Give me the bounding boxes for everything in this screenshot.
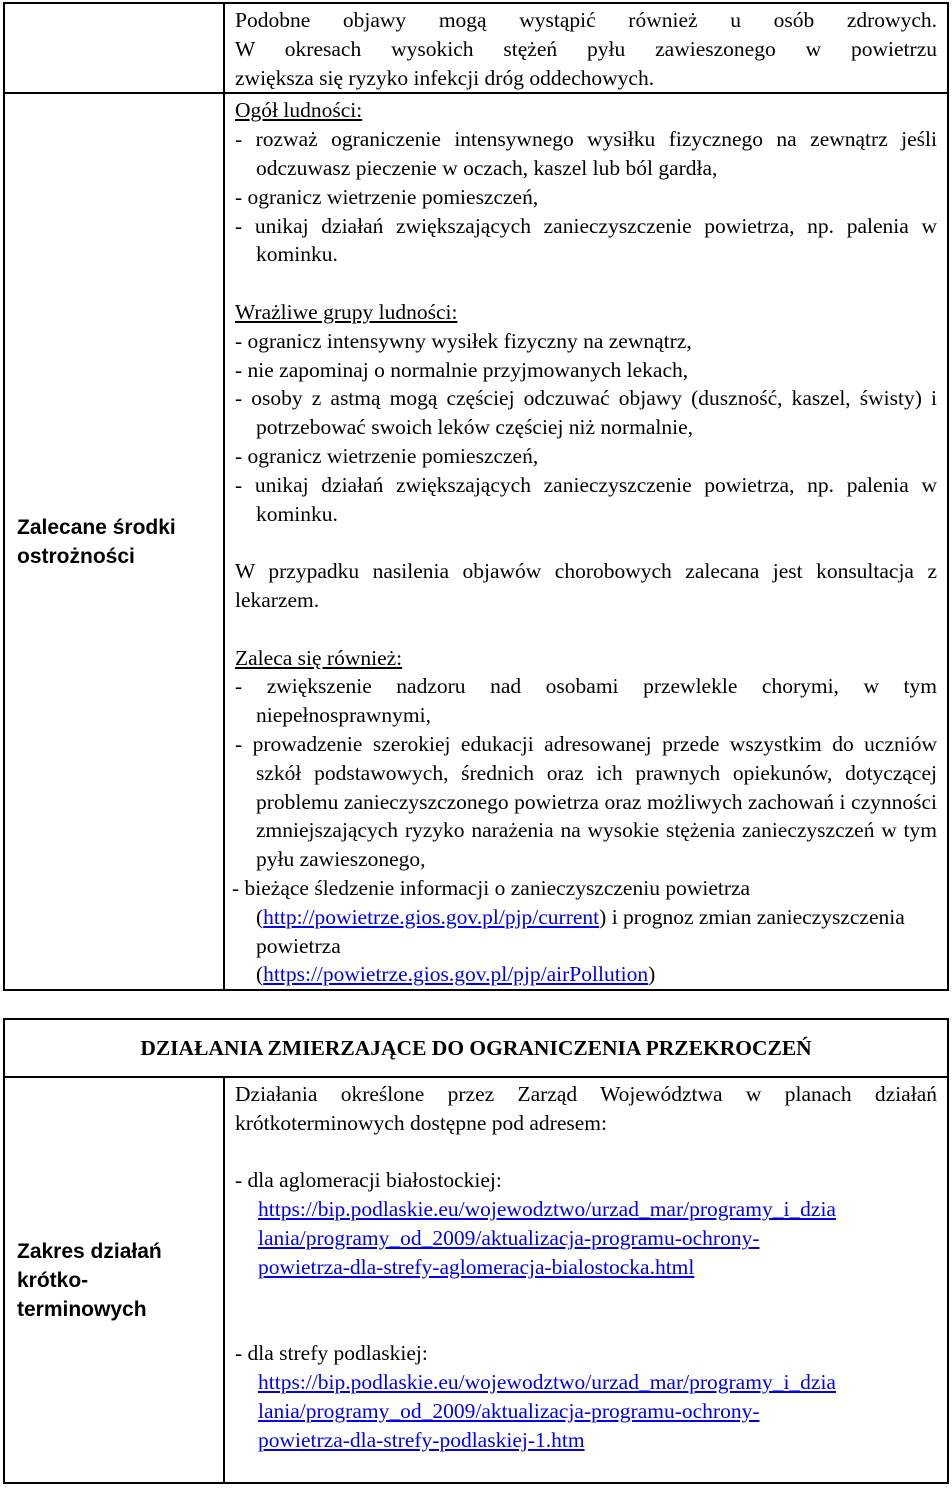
list-item: - ogranicz wietrzenie pomieszczeń, bbox=[235, 184, 539, 209]
table-row bbox=[4, 1077, 948, 1483]
table-row bbox=[4, 93, 948, 990]
table-row bbox=[4, 3, 948, 93]
zone-link-block bbox=[235, 1368, 937, 1454]
spacer bbox=[235, 528, 937, 557]
label-line: Zakres działań bbox=[17, 1239, 162, 1263]
list-item: - unikaj działań zwiększających zanieczyszczenie powietrza, np. palenia w kominku. bbox=[235, 472, 937, 526]
tracking-text: ) i prognoz zmian zanieczyszczenia powietrza bbox=[256, 904, 905, 958]
zone-label: - dla strefy podlaskiej: bbox=[235, 1341, 428, 1366]
label-line: Zalecane środki bbox=[17, 515, 176, 539]
spacer bbox=[235, 1282, 937, 1311]
table-header-row bbox=[4, 1019, 948, 1077]
gios-airpollution-link[interactable]: https://powietrze.gios.gov.pl/pjp/airPollution bbox=[263, 962, 649, 987]
zone-link[interactable]: https://bip.podlaskie.eu/wojewodztwo/urzad_mar/programy_i_dzia lania/programy_od_2009/aktualizacja-programu-ochrony- powietrza-dla-strefy-podlaskiej-1.htm bbox=[258, 1369, 836, 1452]
list-item: - rozważ ograniczenie intensywnego wysiłku fizycznego na zewnątrz jeśli odczuwasz pieczenie w oczach, kaszel lub ból gardła, bbox=[235, 127, 937, 180]
list-item: - ogranicz intensywny wysiłek fizyczny na zewnątrz, bbox=[235, 328, 692, 353]
also-recommended-heading: Zaleca się również: bbox=[235, 645, 403, 670]
list-item: - nie zapominaj o normalnie przyjmowanych lekach, bbox=[235, 357, 689, 382]
sensitive-groups-heading: Wrażliwe grupy ludności: bbox=[235, 299, 458, 324]
spacer bbox=[235, 615, 937, 644]
paragraph-line: zwiększa się ryzyko infekcji dróg oddechowych. bbox=[235, 65, 655, 90]
precautions-table bbox=[3, 2, 949, 991]
section-header: DZIAŁANIA ZMIERZAJĄCE DO OGRANICZENIA PRZEKROCZEŃ bbox=[4, 1019, 948, 1077]
spacer bbox=[235, 269, 937, 298]
row-label-empty bbox=[4, 3, 224, 93]
list-item-tracking bbox=[232, 874, 937, 989]
gios-current-link[interactable]: http://powietrze.gios.gov.pl/pjp/current bbox=[263, 904, 600, 929]
short-term-content-cell bbox=[224, 1077, 948, 1483]
spacer bbox=[235, 1138, 937, 1167]
precautions-content-cell bbox=[224, 93, 948, 990]
health-effects-cell bbox=[224, 3, 948, 93]
list-item: - prowadzenie szerokiej edukacji adresowanej przede wszystkim do uczniów szkół podstawowych, średnich oraz ich prawnych opiekunów, dotyczącej problemu zanieczyszczonego powietrza oraz możliwych zachowań i czynności zmniejszających ryzyko narażenia na wysokie stężenia zanieczyszczeń w tym pyłu zawieszonego, bbox=[235, 731, 937, 872]
label-line: krótko- bbox=[17, 1268, 89, 1292]
agglomeration-link-block bbox=[235, 1195, 937, 1281]
paragraph-line: W okresach wysokich stężeń pyłu zawieszonego w powietrzu bbox=[235, 36, 937, 61]
paren: ) bbox=[648, 962, 656, 987]
list-item: - ogranicz wietrzenie pomieszczeń, bbox=[235, 443, 539, 468]
general-population-heading: Ogół ludności: bbox=[235, 98, 363, 123]
agglomeration-link[interactable]: https://bip.podlaskie.eu/wojewodztwo/urzad_mar/programy_i_dzia lania/programy_od_2009/aktualizacja-programu-ochrony- powietrza-dla-strefy-aglomeracja-bialostocka.html bbox=[258, 1197, 836, 1279]
row-label-precautions bbox=[4, 93, 224, 990]
doctor-note: W przypadku nasilenia objawów chorobowych zalecana jest konsultacja z lekarzem. bbox=[235, 559, 937, 612]
paren: ( bbox=[256, 962, 264, 987]
paren: ( bbox=[256, 904, 264, 929]
spacer bbox=[235, 1310, 937, 1339]
list-item: - zwiększenie nadzoru nad osobami przewlekle chorymi, w tym niepełnosprawnymi, bbox=[235, 674, 937, 728]
paragraph-line: Podobne objawy mogą wystąpić również u osób zdrowych. bbox=[235, 8, 937, 32]
label-line: terminowych bbox=[17, 1297, 147, 1321]
actions-table bbox=[3, 1018, 949, 1484]
label-line: ostrożności bbox=[17, 544, 135, 568]
agglomeration-label: - dla aglomeracji białostockiej: bbox=[235, 1168, 502, 1193]
tracking-text: - bieżące śledzenie informacji o zanieczyszczeniu powietrza bbox=[232, 875, 751, 900]
list-item: - unikaj działań zwiększających zanieczyszczenie powietrza, np. palenia w kominku. bbox=[235, 213, 937, 267]
intro-text: Działania określone przez Zarząd Województwa w planach działań krótkoterminowych dostępne pod adresem: bbox=[235, 1082, 937, 1135]
row-label-short-term bbox=[4, 1077, 224, 1483]
list-item: - osoby z astmą mogą częściej odczuwać objawy (duszność, kaszel, świsty) i potrzebować swoich leków częściej niż normalnie, bbox=[235, 386, 937, 440]
